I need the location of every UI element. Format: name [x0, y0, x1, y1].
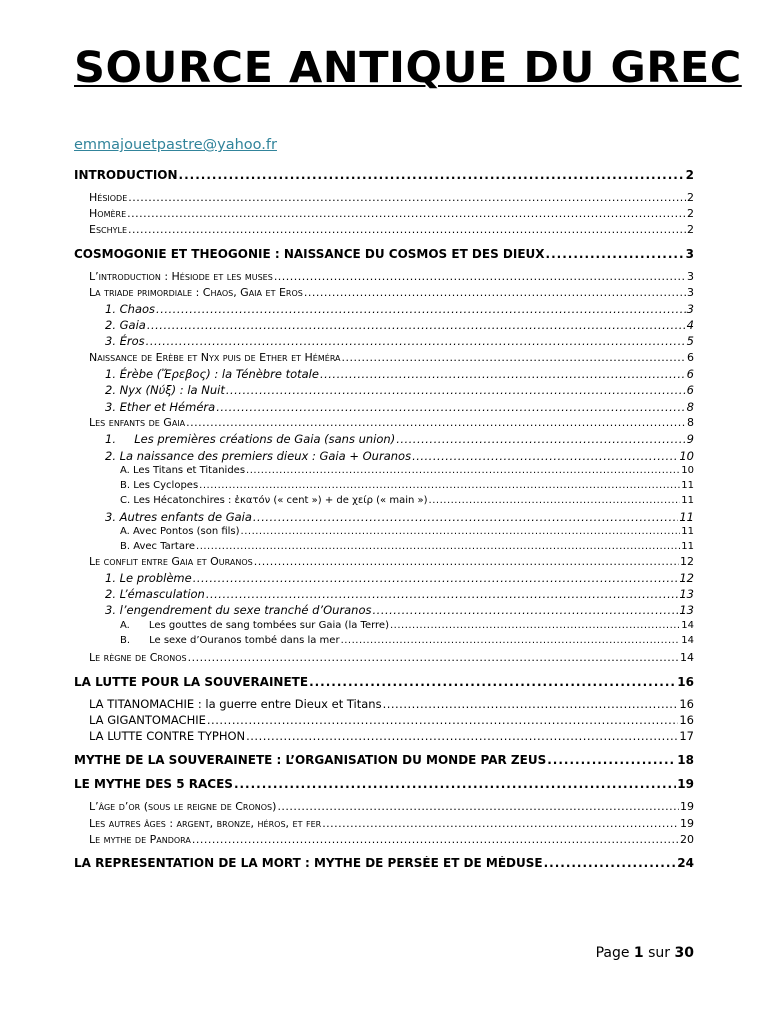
toc-entry-label: LA TITANOMACHIE : la guerre entre Dieux et Titans	[89, 697, 382, 711]
toc-entry[interactable]	[120, 465, 694, 476]
toc-entry-label: Ether et Héméra	[119, 400, 216, 414]
toc-entry[interactable]	[89, 207, 694, 220]
toc-leader-dots	[216, 400, 685, 414]
toc-entry-page: 12	[679, 571, 694, 585]
toc-entry-label: l’engendrement du sexe tranché d’Ouranos	[119, 603, 372, 617]
toc-entry[interactable]	[89, 286, 694, 299]
toc-entry[interactable]	[74, 247, 694, 261]
toc-entry-label: Le conflit entre Gaia et Ouranos	[89, 555, 253, 568]
toc-entry-label: Le mythe de Pandora	[89, 833, 191, 846]
toc-entry-page: 8	[686, 400, 694, 414]
toc-entry-label: LE MYTHE DES 5 RACES	[74, 777, 233, 791]
toc-entry[interactable]	[74, 675, 694, 689]
toc-entry[interactable]	[89, 416, 694, 429]
toc-entry-page: 6	[687, 351, 694, 364]
toc-entry-page: 19	[677, 777, 694, 791]
toc-entry[interactable]	[89, 729, 694, 743]
toc-entry[interactable]	[120, 635, 694, 646]
toc-entry[interactable]	[105, 432, 694, 446]
toc-entry[interactable]	[105, 587, 694, 601]
toc-entry[interactable]	[89, 555, 694, 568]
toc-leader-dots	[127, 207, 686, 220]
toc-leader-dots	[207, 713, 678, 727]
toc-entry-label: Les gouttes de sang tombées sur Gaia (la Terre)	[148, 620, 389, 631]
toc-leader-dots	[429, 495, 681, 506]
toc-entry-page: 6	[686, 383, 694, 397]
toc-leader-dots	[146, 334, 686, 348]
toc-entry[interactable]	[120, 541, 694, 552]
toc-entry-page: 11	[681, 495, 694, 506]
toc-entry-label: Hésiode	[89, 191, 128, 204]
toc-entry-number: 1.	[105, 571, 120, 585]
toc-entry-label: Éros	[119, 334, 145, 348]
toc-entry[interactable]	[74, 168, 694, 182]
toc-entry[interactable]	[120, 526, 694, 537]
toc-leader-dots	[241, 526, 681, 537]
toc-entry-page: 9	[686, 432, 694, 446]
toc-entry-page: 20	[680, 833, 694, 846]
toc-entry-label: MYTHE DE LA SOUVERAINETE : L’ORGANISATION DU MONDE PAR ZEUS	[74, 753, 547, 767]
toc-entry[interactable]	[89, 270, 694, 283]
toc-entry[interactable]	[89, 697, 694, 711]
toc-entry[interactable]	[105, 603, 694, 617]
toc-entry-number: 3.	[105, 400, 120, 414]
toc-entry[interactable]	[89, 191, 694, 204]
toc-entry-page: 10	[679, 449, 694, 463]
toc-entry[interactable]	[120, 495, 694, 506]
toc-entry-page: 5	[686, 334, 694, 348]
toc-leader-dots	[206, 587, 679, 601]
toc-entry-label: LA LUTTE POUR LA SOUVERAINETE	[74, 675, 309, 689]
toc-entry[interactable]	[89, 713, 694, 727]
toc-entry-page: 11	[679, 510, 694, 524]
toc-entry-number: 2.	[105, 383, 120, 397]
toc-entry[interactable]	[89, 223, 694, 236]
toc-leader-dots	[322, 817, 679, 830]
toc-leader-dots	[147, 318, 686, 332]
toc-entry[interactable]	[120, 480, 694, 491]
toc-entry-number: A.	[120, 526, 134, 537]
toc-entry-number: A.	[120, 465, 134, 476]
toc-entry-page: 14	[681, 620, 694, 631]
toc-leader-dots	[373, 603, 679, 617]
toc-entry[interactable]	[105, 334, 694, 348]
toc-entry[interactable]	[89, 833, 694, 846]
toc-entry-page: 3	[687, 286, 694, 299]
toc-entry-page: 16	[679, 697, 694, 711]
toc-entry-label: LA LUTTE CONTRE TYPHON	[89, 729, 246, 743]
toc-entry-page: 19	[680, 800, 694, 813]
toc-entry-page: 16	[679, 713, 694, 727]
toc-entry-label: Nyx (Νύξ) : la Nuit	[119, 383, 225, 397]
toc-leader-dots	[128, 191, 686, 204]
toc-entry[interactable]	[89, 351, 694, 364]
toc-entry-number: 1.	[105, 302, 120, 316]
toc-entry[interactable]	[105, 302, 694, 316]
toc-entry-label: Les Cyclopes	[133, 480, 199, 491]
toc-leader-dots	[277, 800, 679, 813]
toc-entry-label: Autres enfants de Gaia	[119, 510, 252, 524]
toc-entry-label: Le sexe d’Ouranos tombé dans la mer	[149, 635, 340, 646]
toc-entry-number: 1.	[105, 432, 135, 446]
toc-entry-label: La triade primordiale : Chaos, Gaia et Eros	[89, 286, 303, 299]
toc-entry-page: 17	[679, 729, 694, 743]
toc-entry-number: B.	[120, 480, 134, 491]
toc-entry-page: 6	[686, 367, 694, 381]
toc-entry[interactable]	[74, 856, 694, 870]
toc-entry[interactable]	[120, 620, 694, 631]
toc-entry[interactable]	[105, 571, 694, 585]
toc-leader-dots	[186, 416, 686, 429]
toc-entry-page: 19	[680, 817, 694, 830]
toc-leader-dots	[390, 620, 680, 631]
toc-entry[interactable]	[105, 510, 694, 524]
toc-leader-dots	[253, 510, 678, 524]
toc-entry-page: 2	[687, 191, 694, 204]
toc-entry-page: 8	[687, 416, 694, 429]
toc-entry-label: Avec Tartare	[133, 541, 196, 552]
toc-leader-dots	[246, 729, 678, 743]
toc-entry-page: 2	[685, 168, 694, 182]
toc-leader-dots	[246, 465, 680, 476]
toc-entry-number: B.	[120, 635, 150, 646]
toc-entry[interactable]	[105, 367, 694, 381]
toc-entry-label: Les enfants de Gaia	[89, 416, 186, 429]
toc-leader-dots	[396, 432, 685, 446]
toc-leader-dots	[547, 753, 676, 767]
toc-entry-label: Le règne de Cronos	[89, 651, 187, 664]
toc-entry-label: INTRODUCTION	[74, 168, 178, 182]
toc-entry-label: Avec Pontos (son fils)	[133, 526, 240, 537]
toc-entry-number: B.	[120, 541, 134, 552]
toc-entry-page: 14	[681, 635, 694, 646]
toc-entry-number: 3.	[105, 603, 120, 617]
toc-leader-dots	[226, 383, 686, 397]
toc-entry-label: Les premières créations de Gaia (sans union)	[134, 432, 396, 446]
toc-entry-number: 1.	[105, 367, 120, 381]
toc-entry[interactable]	[89, 800, 694, 813]
toc-entry-page: 4	[686, 318, 694, 332]
toc-entry-page: 3	[685, 247, 694, 261]
toc-entry-page: 13	[679, 603, 694, 617]
toc-entry[interactable]	[74, 777, 694, 791]
toc-entry-label: Les autres âges : argent, bronze, héros, et fer	[89, 817, 322, 830]
toc-leader-dots	[188, 651, 679, 664]
toc-entry-number: 2.	[105, 449, 120, 463]
toc-leader-dots	[199, 480, 680, 491]
toc-leader-dots	[383, 697, 679, 711]
toc-entry-page: 18	[677, 753, 694, 767]
toc-entry-label: L’émasculation	[119, 587, 205, 601]
toc-leader-dots	[412, 449, 678, 463]
footer-sep: sur	[648, 945, 671, 961]
toc-entry-page: 16	[677, 675, 694, 689]
toc-entry-label: Érèbe (Ἔρεβος) : la Ténèbre totale	[119, 367, 319, 381]
toc-entry-page: 11	[681, 526, 694, 537]
toc-leader-dots	[342, 351, 686, 364]
toc-entry-number: A.	[120, 620, 149, 631]
toc-entry-label: La naissance des premiers dieux : Gaia + Ouranos	[119, 449, 412, 463]
toc-entry-label: L’introduction : Hésiode et les muses	[89, 270, 273, 283]
toc-entry-label: LA GIGANTOMACHIE	[89, 713, 206, 727]
toc-entry-page: 3	[687, 270, 694, 283]
toc-entry-label: Homère	[89, 207, 127, 220]
toc-leader-dots	[309, 675, 676, 689]
toc-entry-page: 3	[686, 302, 694, 316]
toc-leader-dots	[254, 555, 679, 568]
toc-leader-dots	[274, 270, 686, 283]
footer-total-pages: 30	[674, 945, 694, 961]
toc-entry[interactable]	[105, 318, 694, 332]
email-link[interactable]: emmajouetpastre@yahoo.fr	[74, 137, 277, 153]
toc-leader-dots	[546, 247, 685, 261]
document-title-text: SOURCE ANTIQUE DU GREC	[74, 43, 742, 93]
toc-entry-page: 10	[681, 465, 694, 476]
toc-entry-page: 11	[681, 541, 694, 552]
toc-entry[interactable]	[105, 400, 694, 414]
footer-current-page: 1	[633, 945, 644, 961]
toc-entry-label: Les Titans et Titanides	[133, 465, 246, 476]
toc-entry-label: Les Hécatonchires : ἑκατόν (« cent ») + de χείρ (« main »)	[133, 495, 428, 506]
toc-leader-dots	[196, 541, 680, 552]
toc-entry[interactable]	[89, 817, 694, 830]
toc-entry-label: LA REPRESENTATION DE LA MORT : MYTHE DE PERSÉE ET DE MÉDUSE	[74, 856, 543, 870]
toc-entry[interactable]	[74, 753, 694, 767]
toc-entry-page: 13	[679, 587, 694, 601]
toc-entry-number: C.	[120, 495, 134, 506]
page-footer	[596, 945, 694, 961]
toc-entry[interactable]	[105, 449, 694, 463]
toc-entry-page: 12	[680, 555, 694, 568]
toc-entry-label: COSMOGONIE ET THEOGONIE : NAISSANCE DU COSMOS ET DES DIEUX	[74, 247, 545, 261]
toc-entry[interactable]	[89, 651, 694, 664]
toc-entry-page: 2	[687, 223, 694, 236]
toc-entry-number: 2.	[105, 587, 120, 601]
toc-leader-dots	[341, 635, 681, 646]
toc-entry-label: Eschyle	[89, 223, 128, 236]
toc-entry-label: Naissance de Erèbe et Nyx puis de Ether et Héméra	[89, 351, 341, 364]
toc-entry-page: 14	[680, 651, 694, 664]
toc-entry-number: 2.	[105, 318, 120, 332]
toc-leader-dots	[234, 777, 676, 791]
toc-entry-label: Gaia	[119, 318, 146, 332]
toc-entry-page: 11	[681, 480, 694, 491]
toc-leader-dots	[179, 168, 685, 182]
toc-leader-dots	[193, 571, 679, 585]
toc-entry-label: Chaos	[119, 302, 156, 316]
toc-leader-dots	[544, 856, 677, 870]
toc-entry-page: 2	[687, 207, 694, 220]
toc-entry-number: 3.	[105, 510, 120, 524]
toc-leader-dots	[320, 367, 686, 381]
toc-entry[interactable]	[105, 383, 694, 397]
toc-entry-page: 24	[677, 856, 694, 870]
toc-leader-dots	[304, 286, 686, 299]
toc-entry-label: Le problème	[119, 571, 192, 585]
toc-entry-label: L’âge d’or (sous le reigne de Cronos)	[89, 800, 277, 813]
toc-entry-number: 3.	[105, 334, 120, 348]
toc-leader-dots	[192, 833, 679, 846]
toc-leader-dots	[156, 302, 686, 316]
footer-page-word: Page	[595, 945, 630, 961]
toc-leader-dots	[128, 223, 686, 236]
